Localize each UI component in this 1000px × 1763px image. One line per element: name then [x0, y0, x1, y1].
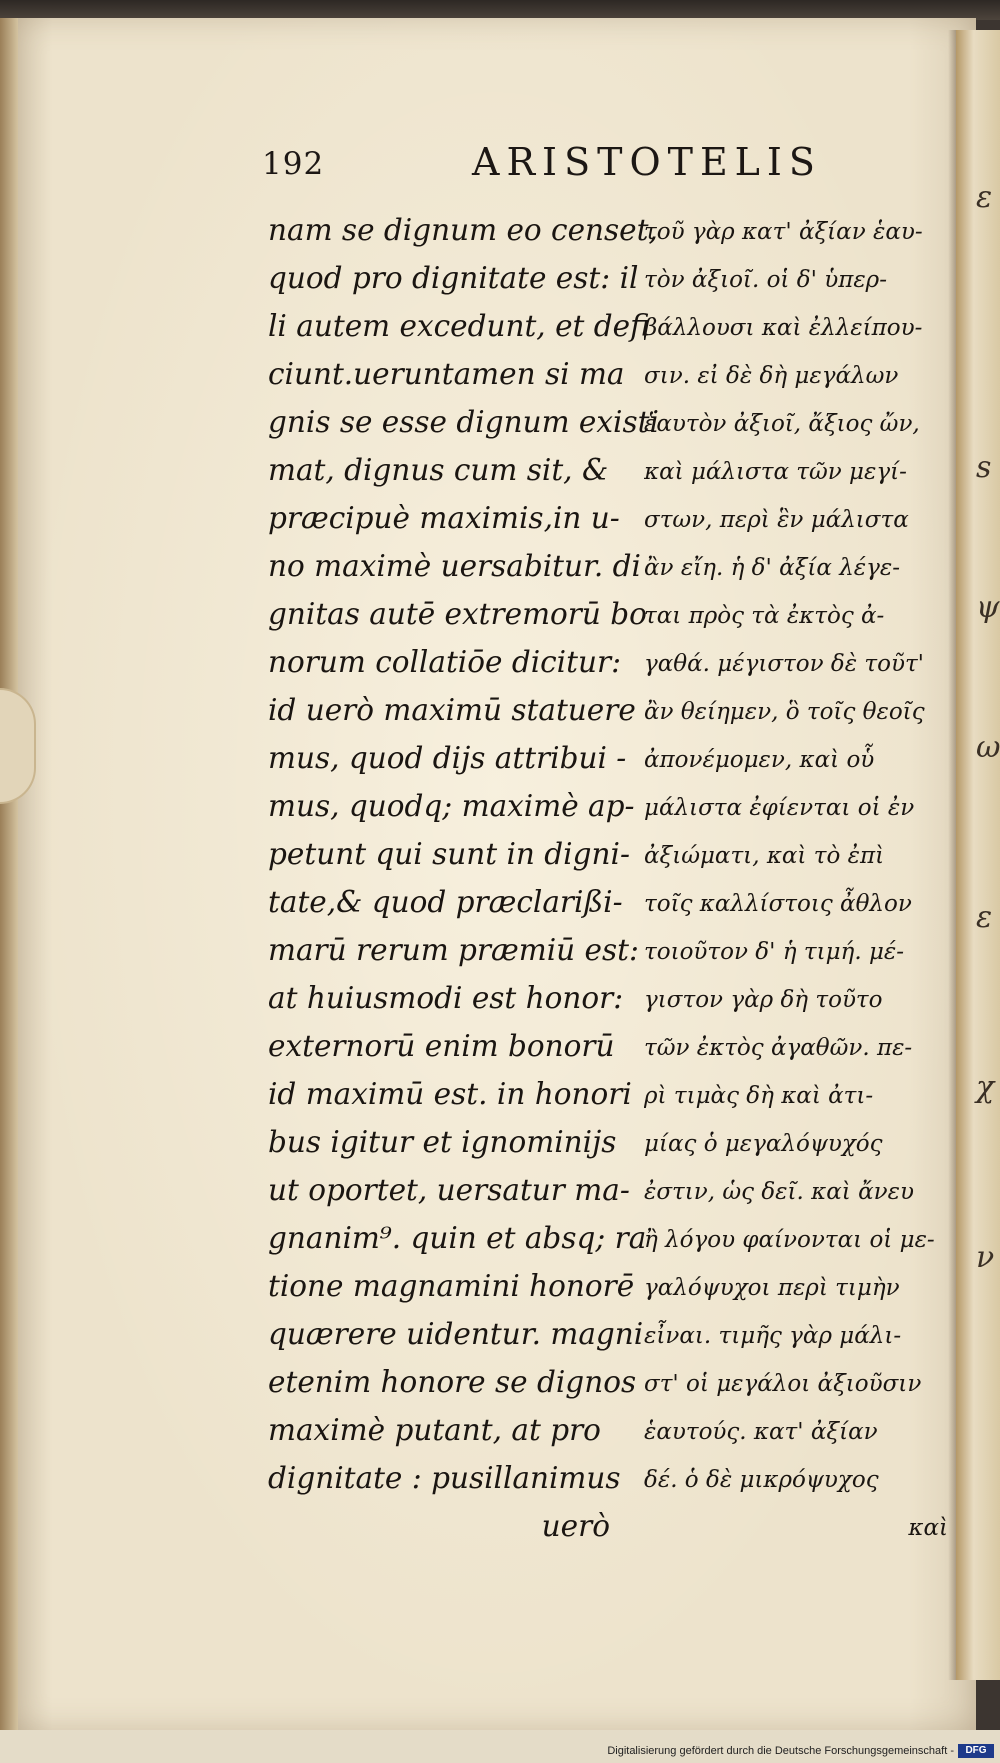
latin-text-line: maximè putant, at pro — [268, 1413, 601, 1447]
greek-text-line: στων, περὶ ἓν μάλιστα — [644, 507, 909, 533]
running-head: ARISTOTELIS — [472, 140, 822, 184]
latin-text-line: id uerò maximū statuere — [268, 693, 636, 727]
latin-text-line: etenim honore se dignos — [268, 1365, 637, 1399]
greek-text-line: ἑαυτὸν ἀξιοῖ, ἄξιος ὤν, — [644, 411, 920, 437]
greek-text-line: καὶ μάλιστα τῶν μεγί- — [644, 459, 907, 485]
latin-text-line: nam se dignum eo censet, — [268, 213, 658, 247]
latin-text-line: ciunt.ueruntamen si ma — [268, 357, 625, 391]
page-number: 192 — [262, 146, 325, 182]
greek-text-line: βάλλουσι καὶ ἐλλείπου- — [644, 315, 923, 341]
latin-text-line: præcipuè maximis,in u- — [268, 501, 620, 535]
adjacent-page-fragment: χ — [976, 1070, 995, 1105]
latin-text-line: li autem excedunt, et defi — [268, 309, 650, 343]
latin-text-line: bus igitur et ignominijs — [268, 1125, 617, 1159]
latin-text-line: mat, dignus cum sit, & — [268, 453, 609, 487]
latin-text-line: at huiusmodi est honor: — [268, 981, 624, 1015]
greek-text-line: γαθά. μέγιστον δὲ τοῦτ' — [644, 651, 924, 677]
greek-text-line: ρὶ τιμὰς δὴ καὶ ἀτι- — [644, 1083, 874, 1109]
latin-text-line: gnis se esse dignum existi — [268, 405, 659, 439]
latin-text-line: mus, quod dijs attribui - — [268, 741, 627, 775]
digitization-credit: Digitalisierung gefördert durch die Deutsche Forschungsgemeinschaft - — [607, 1745, 954, 1757]
greek-text-line: ἀξιώματι, καὶ τὸ ἐπὶ — [644, 843, 885, 869]
adjacent-page-fragment: ε — [976, 180, 993, 215]
latin-text-line: tione magnamini honorē — [268, 1269, 635, 1303]
greek-text-line: ἂν θείημεν, ὃ τοῖς θεοῖς — [644, 699, 925, 725]
greek-text-line: τοῦ γὰρ κατ' ἀξίαν ἑαυ- — [644, 219, 923, 245]
latin-text-line: tate,& quod præclarißi- — [268, 885, 623, 919]
latin-text-line: marū rerum præmiū est: — [268, 933, 639, 967]
dfg-logo: DFG — [958, 1744, 994, 1758]
latin-text-line: no maximè uersabitur. di — [268, 549, 641, 583]
latin-text-line: petunt qui sunt in digni- — [268, 837, 630, 871]
latin-text-line: norum collatiōe dicitur: — [268, 645, 622, 679]
greek-text-line: ἢ λόγου φαίνονται οἱ με- — [644, 1227, 935, 1253]
latin-text-line: dignitate : pusillanimus — [268, 1461, 621, 1495]
greek-text-line: τὸν ἀξιοῖ. οἱ δ' ὑπερ- — [644, 267, 887, 293]
greek-text-line: γιστον γὰρ δὴ τοῦτο — [644, 987, 883, 1013]
greek-text-line: ἑαυτούς. κατ' ἀξίαν — [644, 1419, 878, 1445]
greek-text-line: ἐστιν, ὡς δεῖ. καὶ ἄνευ — [644, 1179, 914, 1205]
latin-text-column — [268, 206, 659, 1550]
greek-text-line: ἀπονέμομεν, καὶ οὗ — [644, 747, 875, 773]
greek-text-column — [644, 208, 948, 1552]
greek-text-line: γαλόψυχοι περὶ τιμὴν — [644, 1275, 900, 1301]
greek-text-line: τοῖς καλλίστοις ἆθλον — [644, 891, 912, 917]
latin-text-line: mus, quodq; maximè ap- — [268, 789, 635, 823]
page-clasp-mark — [0, 688, 36, 804]
page-left-edge — [0, 18, 18, 1730]
greek-text-line: σιν. εἰ δὲ δὴ μεγάλων — [644, 363, 899, 389]
greek-text-line: δέ. ὁ δὲ μικρόψυχος — [644, 1467, 879, 1493]
greek-text-line: ἂν εἴη. ἡ δ' ἀξία λέγε- — [644, 555, 900, 581]
latin-text-line: id maximū est. in honori — [268, 1077, 632, 1111]
latin-text-line: externorū enim bonorū — [268, 1029, 615, 1063]
adjacent-page-fragment: ν — [976, 1240, 995, 1275]
latin-text-line: gnitas autē extremorū bo — [268, 597, 647, 631]
greek-text-line: μάλιστα ἐφίενται οἱ ἐν — [644, 795, 915, 821]
greek-text-line: τῶν ἐκτὸς ἀγαθῶν. πε- — [644, 1035, 913, 1061]
scan-footer-bar — [0, 1730, 1000, 1763]
greek-text-line: καὶ — [908, 1515, 948, 1541]
greek-text-line: ται πρὸς τὰ ἐκτὸς ἀ- — [644, 603, 885, 629]
book-top-edge — [0, 0, 1000, 20]
latin-text-line: quærere uidentur. magni — [268, 1317, 644, 1351]
adjacent-page-fragment: ψ — [976, 590, 1000, 625]
adjacent-page-fragment: ε — [976, 900, 993, 935]
greek-text-line: τοιοῦτον δ' ἡ τιμή. μέ- — [644, 939, 905, 965]
latin-text-line: ut oportet, uersatur ma- — [268, 1173, 630, 1207]
adjacent-page-edge — [956, 30, 1000, 1680]
greek-text-line: μίας ὁ μεγαλόψυχός — [644, 1131, 883, 1157]
adjacent-page-fragment: s — [976, 450, 992, 485]
latin-text-line: uerò — [541, 1509, 610, 1543]
greek-text-line: εἶναι. τιμῆς γὰρ μάλι- — [644, 1323, 902, 1349]
latin-text-line: quod pro dignitate est: il — [268, 261, 639, 295]
adjacent-page-fragment: ω — [976, 730, 1000, 765]
greek-text-line: στ' οἱ μεγάλοι ἀξιοῦσιν — [644, 1371, 922, 1397]
latin-text-line: gnanim⁹. quin et absq; ra — [268, 1221, 647, 1255]
